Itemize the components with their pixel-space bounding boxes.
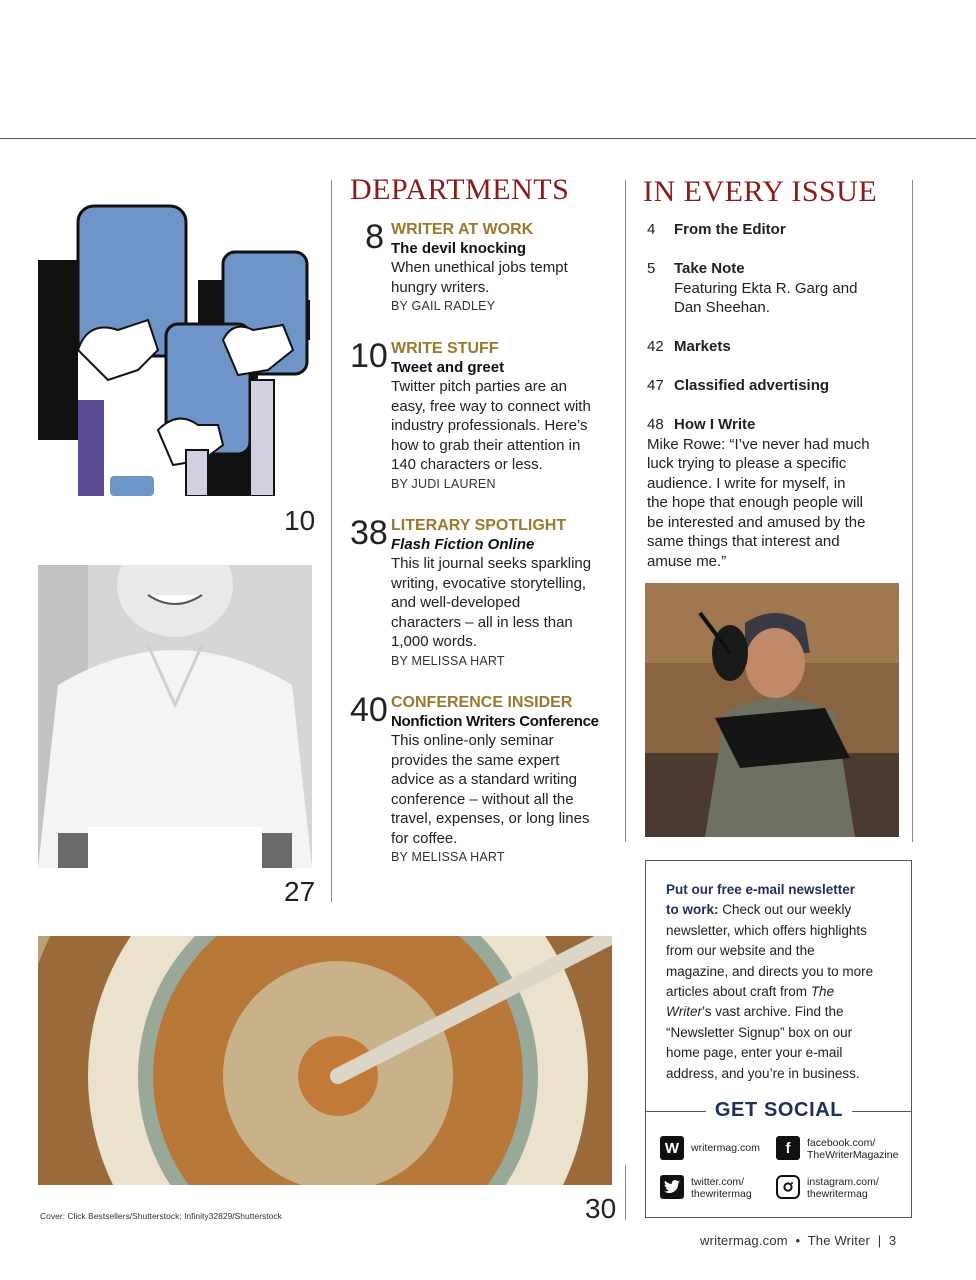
column-divider [331,180,332,902]
twitter-icon [660,1175,684,1199]
page-number: 5 [647,260,656,277]
footer-magazine: The Writer [807,1233,871,1248]
photo-dart-target [38,936,612,1185]
department-kicker: LITERARY SPOTLIGHT [391,517,567,534]
illustration-hands-holding-phones [38,200,310,496]
section-subtitle: Dan Sheehan. [674,299,770,316]
article-byline: BY JUDI LAUREN [391,476,496,491]
article-title: The devil knocking [391,240,527,257]
writermag-w-icon: W [660,1136,684,1160]
quote-line: amuse me.” [647,552,727,570]
section-title: From the Editor [674,221,786,238]
column-divider [912,180,913,842]
department-kicker: WRITE STUFF [391,340,499,357]
article-title: Flash Fiction Online [391,536,535,553]
website-link[interactable]: writermag.com [691,1142,760,1154]
every-issue-entry [647,376,899,396]
page-number: 10 [350,337,388,375]
every-issue-entry [647,220,899,240]
page-number: 47 [647,377,664,394]
department-kicker: WRITER AT WORK [391,221,534,238]
footer-separator: | [877,1233,882,1248]
footer-page-number: 3 [888,1233,897,1248]
page-number: 48 [647,416,664,433]
every-issue-entry [647,337,899,357]
every-issue-heading: IN EVERY ISSUE [643,175,878,208]
column-divider [625,1165,626,1220]
section-title: Take Note [674,260,745,277]
department-kicker: CONFERENCE INSIDER [391,694,573,711]
section-subtitle: Featuring Ekta R. Garg and [674,279,858,297]
quote-line: the hope that enough people will [647,494,864,511]
page-footer [700,1233,896,1248]
article-byline: BY GAIL RADLEY [391,299,496,313]
quote-line: luck trying to please a specific [647,455,847,472]
every-issue-entry [647,415,899,571]
facebook-icon: f [776,1136,800,1160]
image-page-caption: 10 [284,505,316,536]
facebook-link[interactable]: facebook.com/ TheWriterMagazine [807,1137,899,1161]
section-title: How I Write [674,416,756,433]
article-description: When unethical jobs tempt hungry writers. [391,259,568,296]
article-byline: BY MELISSA HART [391,850,505,864]
newsletter-text: Put our free e-mail newsletter to work: Check out our weekly newsletter, which offers highlights from our website and the magazine, and directs you to more articles about craft from The Writer’s vast archive. Find the “Newsletter Signup” box on our home page, enter your e-mail address, and you’re in business. [666,882,874,1081]
column-divider [625,180,626,842]
get-social-heading: GET SOCIAL [714,1099,844,1121]
instagram-link[interactable]: instagram.com/ thewritermag [807,1176,879,1200]
page-number: 42 [647,338,664,355]
article-title: Tweet and greet [391,359,505,376]
page-number: 8 [365,218,384,256]
article-description: This lit journal seeks sparkling writing, evocative storytelling, and well-developed characters – all in less than 1,000 words. [391,555,592,650]
divider-line [852,1111,912,1112]
every-issue-entry [647,259,899,318]
article-description: Twitter pitch parties are an easy, free way to connect with industry professionals. Here’s how to grab their attention in 140 characters or less. [391,378,591,473]
divider-line [646,1111,706,1112]
quote-line: be interested and amused by the [647,513,866,531]
page-number: 38 [350,514,388,552]
image-page-caption: 30 [585,1193,617,1224]
quote-line: same things that interest and [647,533,840,550]
article-description: This online-only seminar provides the same expert advice as a standard writing conference – without all the travel, expenses, or long lines for coffee. [391,732,590,847]
image-page-caption: 27 [284,876,316,907]
cover-credit: Cover: Click Bestsellers/Shutterstock; Infinity32829/Shutterstock [40,1211,282,1221]
page-number: 4 [647,221,656,238]
twitter-link[interactable]: twitter.com/ thewritermag [691,1176,752,1200]
header-rule [0,138,976,139]
article-byline: BY MELISSA HART [391,653,505,668]
page-number: 40 [350,691,388,729]
instagram-icon [776,1175,800,1199]
footer-site: writermag.com [700,1233,788,1248]
photo-mike-rowe-recording [645,583,899,837]
article-title: Nonfiction Writers Conference [391,713,599,730]
section-title: Markets [674,338,731,355]
quote-line: audience. I write for myself, in [647,474,846,492]
departments-heading: DEPARTMENTS [350,173,570,206]
section-title: Classified advertising [674,377,830,394]
photo-smiling-typist [38,565,312,868]
footer-bullet: • [795,1233,801,1248]
quote-line: Mike Rowe: “I’ve never had much [647,435,870,453]
